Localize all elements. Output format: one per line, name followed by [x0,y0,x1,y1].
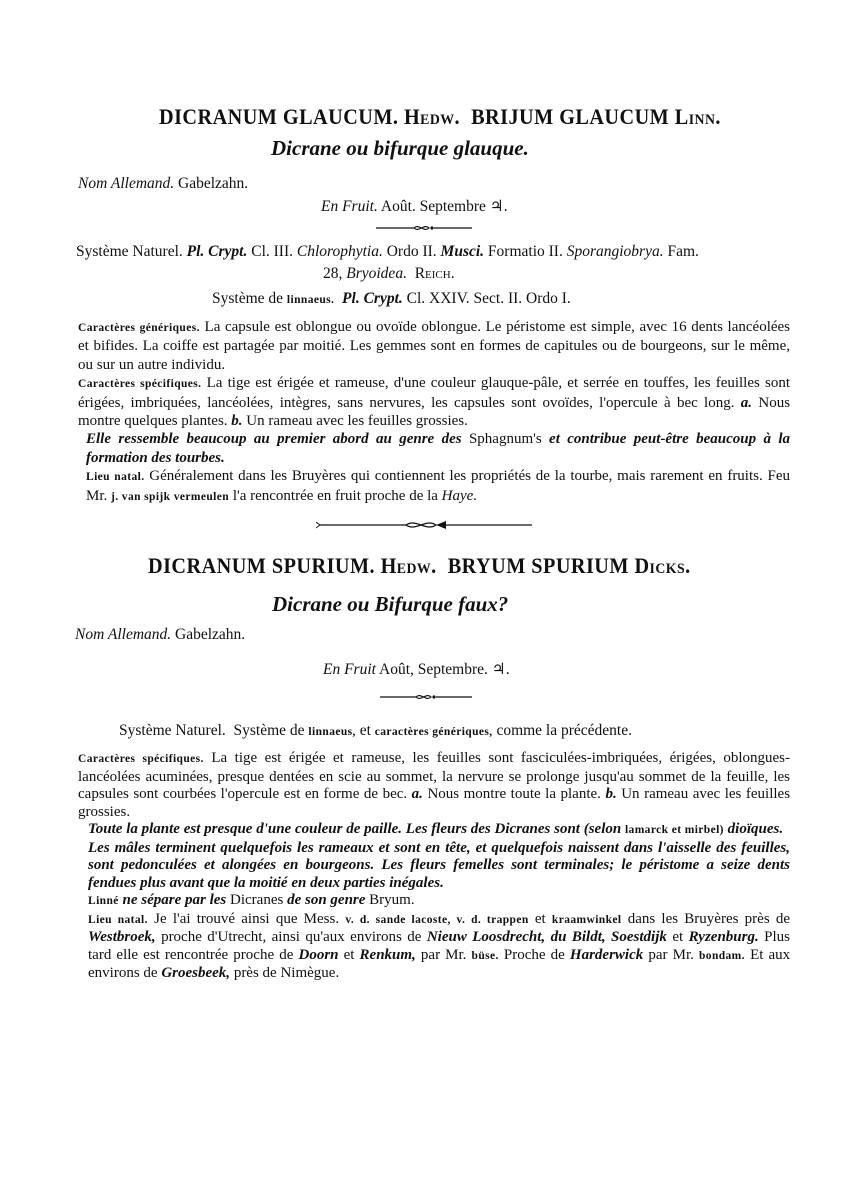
e2-lieu-t2: et [534,910,546,927]
entry1-specific-a-text: Nous montre quelques plantes. [78,394,791,430]
entry2-french-name: Dicrane ou Bifurque faux? [272,592,509,616]
entry1-author-b: Linn. [674,104,721,129]
entry1-author-a: Hedw. [403,104,461,129]
entry1-specific-paragraph [78,374,790,430]
entry1-natural-system-line2 [323,265,455,283]
e2-lieu-t9: Proche de [503,946,565,963]
ns1-cl: Cl. III. [251,243,293,260]
ns1-label: Système Naturel. [76,243,183,260]
entry1-lieu-text2: l'a rencontrée en fruit proche de la [232,487,438,504]
entry2-lieu-label: Lieu natal. [88,913,148,926]
entry1-generic-label: Caractères génériques. [78,322,200,334]
entry2-specific-paragraph [78,750,790,821]
entry1-generic-paragraph [78,318,790,374]
e2-lieu-t6: Plus tard elle est rencontrée proche de [88,929,791,963]
ns1-pl: Pl. Crypt. [186,243,248,260]
entry1-fruit-label: En Fruit. [321,198,378,215]
e2-lieu-pl4: Doorn [298,946,339,963]
entry1-lieu-person: j. van spijk vermeulen [111,490,230,503]
entry2-nom-value: Gabelzahn. [175,626,246,643]
entry2-system-line [119,722,632,740]
entry1-title-b: BRIJUM GLAUCUM [471,104,670,129]
entry2-note3-linne: Linné [88,895,119,907]
entry2-author-b: Dicks. [634,553,691,578]
e2-lieu-t12: près de Nimègue. [233,965,340,981]
entry2-note3-bryum: Bryum. [369,892,415,908]
e2-lieu-t3: dans les Bruyères près de [627,910,791,927]
e2-lieu-t4: proche d'Utrecht, ainsi qu'aux environs de [161,929,422,945]
entry2-note3-a: ne sépare par les [122,892,227,908]
e2-lieu-t5: et [672,929,684,945]
e2-lieu-pl5: Renkum, [359,946,416,963]
entry2-nom-label: Nom Allemand. [75,626,172,643]
entry2-note1-names: lamarck et mirbel) [624,824,724,836]
entry1-nom-label: Nom Allemand. [78,175,175,192]
entry2-specific-a-text: Nous montre toute la plante. [427,786,601,802]
entry1-lieu-paragraph [78,467,790,506]
entry1-title-a: DICRANUM GLAUCUM. [159,104,399,129]
entry1-fruit-value: Août. Septembre [380,198,486,215]
entry2-specific-text: La tige est érigée et rameuse, les feuilles sont fasciculées-imbriquées, érigées, oblongues-lancéolées acuminées, presque dentées en scie au sommet, la nervure se prolonge jusqu'au sommet de la feuille, les capsules sont courbées l'opercule est en forme de bec. [78,750,790,802]
e2-lieu-t8: par Mr. [420,946,467,963]
e2-sys-label: Système Naturel. [119,722,226,739]
entry1-specific-a: a. [740,394,753,411]
entry2-fruit-symbol: ♃. [491,661,510,678]
ns1-musci: Musci. [440,243,485,260]
entry1-title [159,104,721,130]
entry2-title [148,553,691,579]
entry2-body [78,750,790,983]
e2-lieu-pl3: Ryzenburg. [688,929,759,945]
ns1-chloro: Chlorophytia. [296,243,383,260]
ns1-fam: Fam. [667,243,699,260]
e2-lieu-pl7: Groesbeek, [161,965,231,981]
e2-sys-caracteres: caractères génériques, [374,726,493,738]
entry2-specific-label: Caractères spécifiques. [78,753,204,765]
entry2-author-a: Hedw. [380,553,437,578]
entry1-generic-text: La capsule est oblongue ou ovoïde oblongue. Le péristome est simple, avec 16 dents lancéolées et bifides. La coiffe est partagée par moitié. Les gemmes sont en formes de capitules ou de bourgeons, sur le même, ou sur un autre individu. [78,319,791,373]
e2-lieu-pl1: Westbroek, [88,929,156,945]
entry2-fruit-value: Août, Septembre. [379,661,488,678]
entry1-specific-b-text: Un rameau avec les feuilles grossies. [246,413,468,430]
ns1-sporang: Sporangiobrya. [566,243,664,260]
entry2-note2: Les mâles terminent quelquefois les rameaux et sont en tête, et quelquefois naissent dans l'aisselle des feuilles, sont pedonculées et alongées en bourgeons. Les fleurs femelles sont terminales; le péristome a seize dents fendues plus avant que la moitié en deux parties inégales. [88,839,790,891]
entry1-nom-line [78,175,248,193]
entry1-linnaeus-line [212,290,571,308]
entry2-note3-dicranes: Dicranes [230,892,284,908]
ns2-bryoidea: Bryoidea. [346,265,407,282]
entry1-note-part1: Elle ressemble beaucoup au premier abord au genre des [86,431,462,448]
e2-lieu-t11: Et aux environs de [88,946,791,981]
entry1-note-sphagnum: Sphagnum's [468,431,542,448]
entry2-note2-paragraph [78,840,790,893]
e2-lieu-p4: bondam. [699,949,745,962]
entry2-note1-end: dioïques. [727,821,784,837]
e2-lieu-t10: par Mr. [648,946,694,963]
e2-lieu-pl6: Harderwick [569,946,644,963]
lin-label: Système de [212,290,284,307]
divider-ornament-2 [316,518,536,532]
entry1-natural-system-line1 [76,243,699,261]
e2-lieu-p3: büse. [471,949,499,962]
ns2-reich: Reich. [414,265,455,282]
ns2-num: 28, [323,265,343,282]
entry1-french-name: Dicrane ou bifurque glauque. [271,136,529,160]
entry1-fruit-symbol: ♃. [489,198,508,215]
entry2-nom-line [75,626,245,644]
entry2-note1-paragraph [78,821,790,840]
lin-name: linnaeus. [286,294,335,306]
entry1-fruit-line [321,197,508,216]
e2-lieu-t1: Je l'ai trouvé ainsi que Mess. [154,910,340,927]
entry2-title-b: BRYUM SPURIUM [447,553,629,578]
entry1-lieu-place: Haye. [441,487,478,504]
e2-lieu-p2: kraamwinkel [551,913,622,926]
e2-sys-linnaeus: linnaeus, [308,726,356,738]
ns1-ordo: Ordo II. [386,243,437,260]
divider-ornament-1 [374,223,474,233]
entry2-note1: Toute la plante est presque d'une couleur de paille. Les fleurs des Dicranes sont (selon [88,821,622,837]
entry2-fruit-line [323,660,510,679]
e2-lieu-p1: v. d. sande lacoste, v. d. trappen [345,913,529,926]
e2-sys-part1: Système de [233,722,305,739]
entry2-note3-paragraph [78,892,790,911]
entry1-note-part2: et contribue peut-être beaucoup à la formation des tourbes. [86,431,791,466]
entry1-note-paragraph [78,430,790,467]
e2-lieu-pl2: Nieuw Loosdrecht, du Bildt, Soestdijk [426,929,667,945]
lin-rest: Cl. XXIV. Sect. II. Ordo I. [406,290,571,307]
divider-ornament-3 [378,692,474,702]
entry1-specific-label: Caractères spécifiques. [78,378,202,391]
entry2-note3-b: de son genre [287,892,366,908]
e2-sys-part3: comme la précédente. [496,722,632,739]
entry1-lieu-label: Lieu natal. [86,471,145,484]
entry2-lieu-paragraph [78,911,790,983]
e2-sys-part2: et [359,722,371,739]
e2-lieu-t7: et [343,946,355,963]
ns1-formatio: Formatio II. [487,243,563,260]
entry1-lieu-text: Généralement dans les Bruyères qui contiennent les propriétés de la tourbe, mais rarement en fruits. Feu Mr. [86,468,791,504]
entry1-specific-text: La tige est érigée et rameuse, d'une couleur glauque-pâle, et serrée en touffes, les feuilles sont érigées, imbriquées, lancéolées, intègres, sans nervures, les capsules sont ovoïdes, l'opercule à bec long. [78,375,791,411]
entry1-nom-value: Gabelzahn. [178,175,249,192]
entry2-specific-b: b. [605,786,617,802]
entry2-fruit-label: En Fruit [323,661,376,678]
entry1-body [78,318,790,506]
entry2-title-a: DICRANUM SPURIUM. [148,553,376,578]
entry2-specific-b-text: Un rameau avec les feuilles grossies. [78,786,791,820]
entry2-specific-a: a. [411,786,423,802]
lin-pl: Pl. Crypt. [342,290,403,307]
entry1-specific-b: b. [231,413,243,430]
